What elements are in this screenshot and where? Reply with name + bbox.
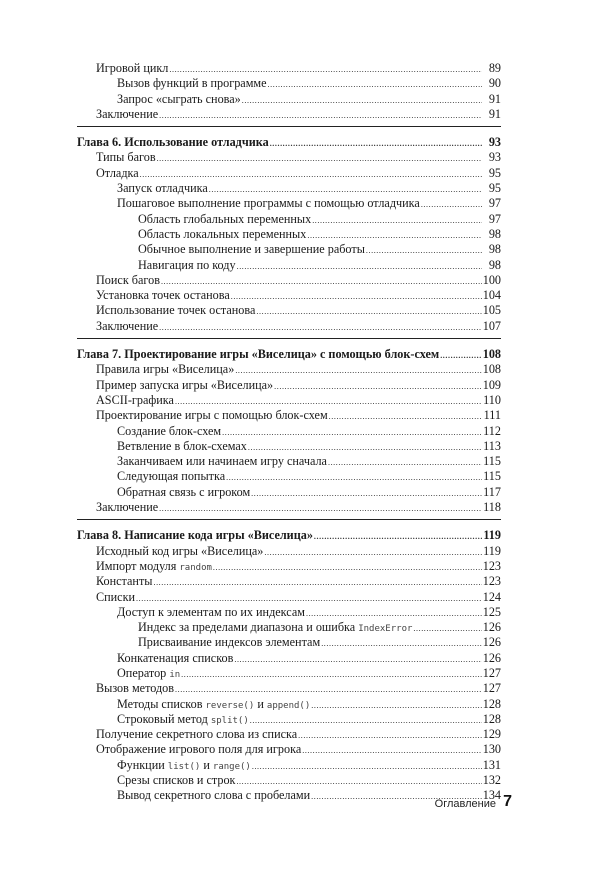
toc-title-text: Отображение игрового поля для игрока <box>96 742 302 757</box>
dot-leader <box>159 108 482 123</box>
toc-page-number: 119 <box>483 528 501 543</box>
toc-page-number: 100 <box>482 272 501 287</box>
toc-page-number: 105 <box>482 303 501 318</box>
toc-entry[interactable] <box>77 469 501 484</box>
toc-entry-title <box>96 362 234 377</box>
toc-entry-title <box>96 166 139 181</box>
toc-title-text: Проектирование игры с помощью блок-схем <box>96 408 328 423</box>
toc-title-text: Область глобальных переменных <box>138 211 312 226</box>
toc-entry[interactable] <box>77 605 501 620</box>
toc-title-code: random <box>179 562 212 573</box>
toc-entry-title <box>117 92 241 107</box>
toc-entry-title <box>96 408 328 423</box>
toc-page-number: 127 <box>482 681 501 696</box>
toc-title-text: Оператор <box>117 665 170 680</box>
toc-title-text: Создание блок-схем <box>117 423 222 438</box>
toc-title-text: Ветвление в блок-схемах <box>117 438 247 453</box>
toc-entry[interactable] <box>77 635 501 650</box>
toc-page-number: 98 <box>488 242 501 257</box>
toc-page-number: 117 <box>483 484 501 499</box>
toc-title-text: Игровой цикл <box>96 61 169 75</box>
toc-entry-title <box>96 61 168 76</box>
toc-title-code: IndexError <box>358 624 413 635</box>
table-of-contents <box>77 61 501 804</box>
toc-entry-title <box>117 485 250 500</box>
toc-title-text: Вывод секретного слова с пробелами <box>117 788 311 803</box>
toc-entry[interactable] <box>77 439 501 454</box>
toc-title-text: Заключение <box>96 500 159 515</box>
dot-leader <box>312 213 482 228</box>
toc-entry[interactable] <box>77 681 501 696</box>
dot-leader <box>161 274 482 289</box>
toc-entry[interactable] <box>77 393 501 408</box>
toc-title-text: Пример запуска игры «Виселица» <box>96 377 274 392</box>
toc-entry-title <box>96 319 158 334</box>
toc-entry[interactable] <box>77 273 501 288</box>
toc-entry[interactable] <box>77 258 501 273</box>
toc-page-number: 119 <box>483 543 501 558</box>
toc-entry-title <box>96 150 156 165</box>
toc-title-text: Исходный код игры «Виселица» <box>96 543 264 558</box>
toc-page-number: 127 <box>482 665 501 680</box>
toc-entry[interactable] <box>77 181 501 196</box>
toc-title-code: in <box>169 669 181 680</box>
toc-entry-title <box>117 773 235 788</box>
toc-entry[interactable] <box>77 454 501 469</box>
dot-leader <box>302 743 481 758</box>
toc-page-number: 97 <box>488 211 501 226</box>
dot-leader <box>314 529 482 544</box>
toc-entry[interactable] <box>77 362 501 377</box>
dot-leader <box>181 667 482 682</box>
toc-entry[interactable] <box>77 742 501 757</box>
toc-title-text: Доступ к элементам по их индексам <box>117 604 305 619</box>
toc-title-text: Поиск багов <box>96 272 160 287</box>
toc-title-text: Заканчиваем или начинаем игру сначала <box>117 454 327 469</box>
toc-title-text: Импорт модуля <box>96 558 180 573</box>
toc-page-number: 126 <box>482 620 501 635</box>
toc-title-text: Навигация по коду <box>138 257 236 272</box>
toc-page-number: 124 <box>482 589 501 604</box>
toc-title-text: Обратная связь с игроком <box>117 484 251 499</box>
toc-entry-title <box>96 393 174 408</box>
toc-entry[interactable] <box>77 378 501 393</box>
section-divider <box>77 519 501 520</box>
dot-leader <box>140 167 482 182</box>
toc-title-text: Правила игры «Виселица» <box>96 362 235 377</box>
toc-title-text: Получение секретного слова из списка <box>96 727 298 742</box>
toc-entry-title <box>117 439 247 454</box>
toc-title-text: ASCII-графика <box>96 392 174 407</box>
dot-leader <box>157 151 482 166</box>
toc-title-text: Запрос «сыграть снова» <box>117 91 241 106</box>
toc-page-number: 93 <box>488 135 501 150</box>
toc-chapter-entry[interactable] <box>77 347 501 362</box>
toc-entry-title <box>96 107 158 122</box>
running-footer-label: Оглавление <box>434 798 496 810</box>
dot-leader <box>421 197 482 212</box>
toc-page-number: 132 <box>482 773 501 788</box>
toc-page-number: 110 <box>483 392 501 407</box>
toc-entry[interactable] <box>77 590 501 605</box>
toc-entry-title <box>77 347 439 362</box>
dot-leader <box>321 636 482 651</box>
dot-leader <box>153 575 481 590</box>
dot-leader <box>213 560 482 575</box>
toc-entry[interactable] <box>77 500 501 515</box>
toc-entry[interactable] <box>77 319 501 334</box>
toc-title-text: Использование точек останова <box>96 303 256 318</box>
toc-entry[interactable] <box>77 485 501 500</box>
toc-title-text: Область локальных переменных <box>138 226 307 241</box>
dot-leader <box>440 348 482 363</box>
toc-title-text: Строковый метод <box>117 711 211 726</box>
toc-entry-title <box>117 469 225 484</box>
dot-leader <box>234 652 481 667</box>
toc-page-number: 111 <box>483 408 501 423</box>
toc-entry-title <box>77 528 313 543</box>
page-number: 7 <box>503 793 512 810</box>
toc-entry-title <box>96 681 174 696</box>
toc-entry[interactable] <box>77 651 501 666</box>
toc-entry[interactable] <box>77 408 501 423</box>
toc-entry-title <box>96 288 230 303</box>
toc-entry[interactable] <box>77 424 501 439</box>
toc-entry-title <box>117 454 327 469</box>
dot-leader <box>231 289 482 304</box>
toc-title-code: split() <box>210 715 249 726</box>
toc-entry-title <box>138 242 365 257</box>
toc-entry[interactable] <box>77 666 501 681</box>
toc-page-number: 89 <box>488 61 501 75</box>
dot-leader <box>366 243 482 258</box>
dot-leader <box>413 621 481 636</box>
toc-page-number: 98 <box>488 257 501 272</box>
toc-entry-title <box>117 424 221 439</box>
toc-title-code: range() <box>212 761 251 772</box>
toc-entry[interactable] <box>77 303 501 318</box>
toc-page-number: 128 <box>482 711 501 726</box>
toc-entry[interactable] <box>77 242 501 257</box>
toc-title-text: Глава 7. Проектирование игры «Виселица» с помощью блок-схем <box>77 347 440 362</box>
toc-entry-title <box>117 651 233 666</box>
dot-leader <box>252 759 482 774</box>
toc-entry-title <box>96 303 255 318</box>
dot-leader <box>329 409 482 424</box>
toc-page-number: 95 <box>488 181 501 196</box>
toc-entry[interactable] <box>77 758 501 773</box>
dot-leader <box>274 379 482 394</box>
toc-page-number: 123 <box>482 558 501 573</box>
toc-entry[interactable] <box>77 150 501 165</box>
toc-entry[interactable] <box>77 76 501 91</box>
toc-page-number: 112 <box>483 423 501 438</box>
toc-page-number: 113 <box>483 438 501 453</box>
toc-title-text: Вызов функций в программе <box>117 76 267 91</box>
toc-page-number: 125 <box>482 604 501 619</box>
toc-entry-title <box>96 378 273 393</box>
dot-leader <box>328 455 482 470</box>
toc-entry-title <box>96 544 263 559</box>
section-divider <box>77 338 501 339</box>
dot-leader <box>270 136 482 151</box>
toc-title-text: Установка точек останова <box>96 288 230 303</box>
toc-title-text: Функции <box>117 757 168 772</box>
toc-title-code: append() <box>266 700 311 711</box>
toc-title-text: Конкатенация списков <box>117 650 234 665</box>
toc-page-number: 129 <box>482 727 501 742</box>
toc-entry-title <box>96 273 160 288</box>
toc-entry[interactable] <box>77 773 501 788</box>
dot-leader <box>209 182 482 197</box>
toc-page-number: 130 <box>482 742 501 757</box>
toc-entry[interactable] <box>77 574 501 589</box>
dot-leader <box>307 228 482 243</box>
toc-page-number: 104 <box>482 288 501 303</box>
dot-leader <box>298 728 482 743</box>
dot-leader <box>159 320 482 335</box>
toc-title-text: Срезы списков и строк <box>117 773 236 788</box>
toc-title-text: Пошаговое выполнение программы с помощью отладчика <box>117 196 420 211</box>
toc-entry-title <box>77 135 269 150</box>
dot-leader <box>311 698 481 713</box>
toc-chapter-entry[interactable] <box>77 528 501 543</box>
toc-entry[interactable] <box>77 712 501 727</box>
toc-page-number: 123 <box>482 574 501 589</box>
section-divider <box>77 126 501 127</box>
toc-title-text: Отладка <box>96 165 139 180</box>
toc-entry[interactable] <box>77 727 501 742</box>
toc-page-number: 97 <box>488 196 501 211</box>
dot-leader <box>236 774 481 789</box>
toc-entry[interactable] <box>77 61 501 76</box>
toc-title-text: Константы <box>96 574 153 589</box>
toc-entry-title <box>138 635 320 650</box>
page-footer <box>0 793 600 817</box>
toc-page-number: 131 <box>482 757 501 772</box>
dot-leader <box>136 591 482 606</box>
dot-leader <box>264 545 482 560</box>
toc-title-text: Глава 6. Использование отладчика <box>77 135 269 150</box>
toc-title-text: Заключение <box>96 318 159 333</box>
toc-page-number: 115 <box>483 469 501 484</box>
toc-page-number: 108 <box>482 362 501 377</box>
toc-entry-title <box>96 742 301 757</box>
toc-page-number: 108 <box>482 347 501 362</box>
toc-entry-title <box>138 227 306 242</box>
dot-leader <box>226 470 482 485</box>
toc-page-number: 107 <box>482 318 501 333</box>
toc-entry[interactable] <box>77 166 501 181</box>
toc-entry[interactable] <box>77 227 501 242</box>
dot-leader <box>251 486 482 501</box>
toc-page-number: 109 <box>482 377 501 392</box>
toc-entry[interactable] <box>77 544 501 559</box>
toc-page-number: 91 <box>488 106 501 121</box>
toc-entry-title <box>117 196 420 211</box>
dot-leader <box>175 682 482 697</box>
toc-title-text: и <box>254 696 267 711</box>
toc-page-number: 95 <box>488 165 501 180</box>
toc-page-number: 91 <box>488 91 501 106</box>
toc-title-text: Глава 8. Написание кода игры «Виселица» <box>77 528 313 543</box>
toc-page-number: 98 <box>488 226 501 241</box>
toc-entry[interactable] <box>77 92 501 107</box>
dot-leader <box>250 713 482 728</box>
dot-leader <box>248 440 482 455</box>
toc-entry-title <box>117 605 305 620</box>
toc-entry[interactable] <box>77 212 501 227</box>
toc-title-text: Методы списков <box>117 696 206 711</box>
toc-title-text: и <box>200 757 213 772</box>
toc-title-text: Типы багов <box>96 150 156 165</box>
toc-title-text: Списки <box>96 589 136 604</box>
toc-page-number: 90 <box>488 76 501 91</box>
toc-entry-title <box>96 574 152 589</box>
toc-entry-title <box>96 590 135 605</box>
toc-entry[interactable] <box>77 620 501 635</box>
toc-page-number: 115 <box>483 454 501 469</box>
dot-leader <box>175 394 482 409</box>
dot-leader <box>159 501 482 516</box>
toc-title-text: Присваивание индексов элементам <box>138 635 321 650</box>
toc-entry[interactable] <box>77 288 501 303</box>
toc-title-text: Запуск отладчика <box>117 181 208 196</box>
toc-entry[interactable] <box>77 697 501 712</box>
dot-leader <box>222 425 482 440</box>
toc-entry-title <box>96 500 158 515</box>
toc-title-text: Заключение <box>96 106 159 121</box>
toc-title-text: Следующая попытка <box>117 469 226 484</box>
dot-leader <box>306 606 482 621</box>
toc-entry[interactable] <box>77 559 501 574</box>
toc-page-number: 126 <box>482 650 501 665</box>
toc-page-number: 93 <box>488 150 501 165</box>
dot-leader <box>242 93 482 108</box>
dot-leader <box>268 77 482 92</box>
toc-title-code: reverse() <box>205 700 255 711</box>
dot-leader <box>169 62 482 77</box>
dot-leader <box>256 304 481 319</box>
toc-entry[interactable] <box>77 107 501 122</box>
toc-chapter-entry[interactable] <box>77 135 501 150</box>
toc-title-text: Обычное выполнение и завершение работы <box>138 242 365 257</box>
toc-page-number: 134 <box>482 788 501 803</box>
dot-leader <box>235 363 481 378</box>
toc-entry-title <box>138 212 311 227</box>
toc-entry-title <box>96 727 297 742</box>
toc-entry-title <box>117 76 267 91</box>
toc-page-number: 128 <box>482 696 501 711</box>
toc-entry-title <box>117 181 208 196</box>
toc-entry-title <box>138 258 236 273</box>
dot-leader <box>237 259 482 274</box>
toc-page-number: 126 <box>482 635 501 650</box>
toc-title-text: Вызов методов <box>96 681 175 696</box>
toc-title-code: list() <box>167 761 201 772</box>
toc-title-text: Индекс за пределами диапазона и ошибка <box>138 620 359 635</box>
toc-page-number: 118 <box>483 500 501 515</box>
toc-entry[interactable] <box>77 196 501 211</box>
